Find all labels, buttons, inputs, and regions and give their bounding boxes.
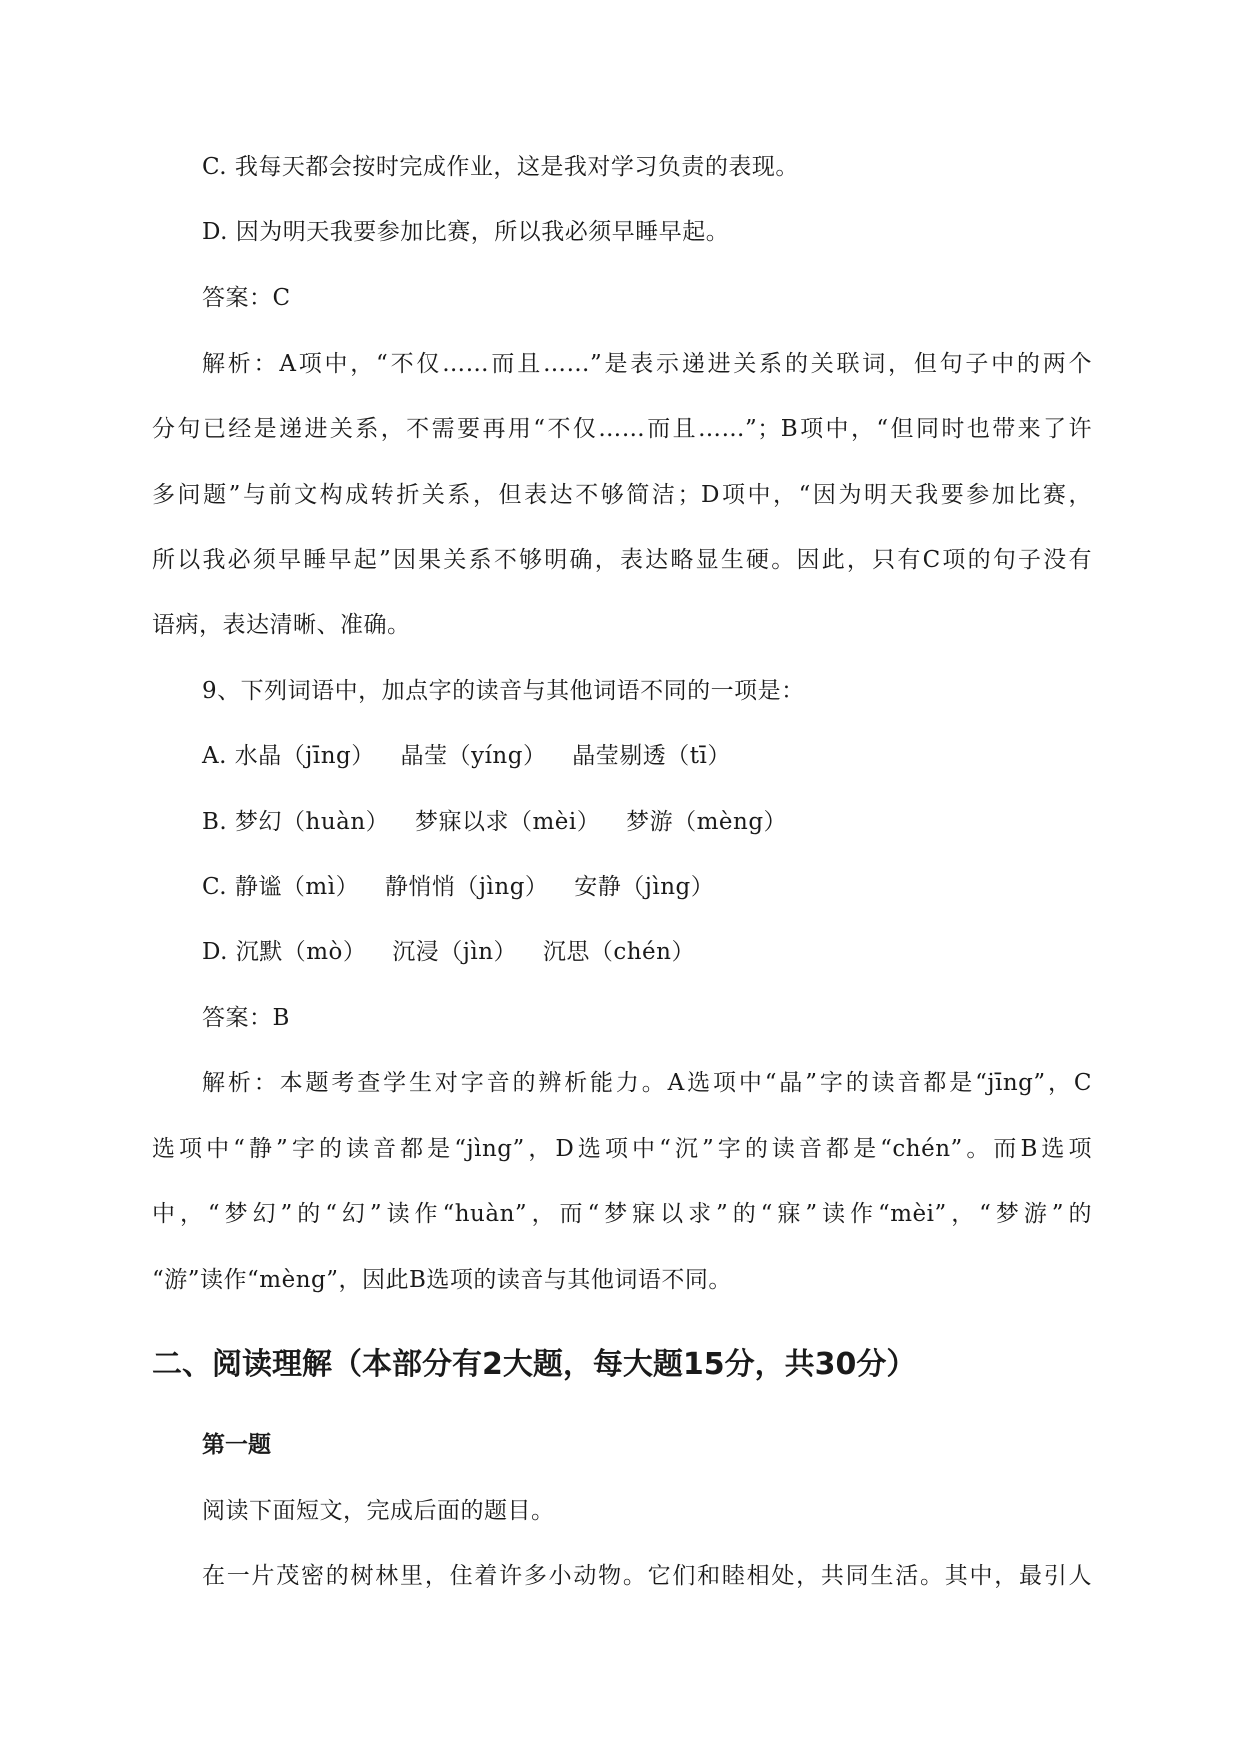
q8-option-c: C. 我每天都会按时完成作业，这是我对学习负责的表现。 <box>202 154 799 180</box>
passage-line: 在一片茂密的树林里，住着许多小动物。它们和睦相处，共同生活。其中，最引人 <box>202 1563 1092 1589</box>
option-word: 静谧（mì） <box>234 874 360 900</box>
section-heading: 二、阅读理解（本部分有2大题，每大题15分，共30分） <box>152 1347 917 1382</box>
q9-analysis-line-2: 选项中“静”字的读音都是“jìng”，D选项中“沉”字的读音都是“chén”。而B选项 <box>152 1136 1092 1162</box>
q9-analysis-line-4: “游”读作“mèng”，因此B选项的读音与其他词语不同。 <box>152 1267 732 1293</box>
option-word: 沉浸（jìn） <box>392 939 518 965</box>
q9-answer: 答案：B <box>202 1005 290 1031</box>
q8-option-d: D. 因为明天我要参加比赛，所以我必须早睡早起。 <box>202 219 730 245</box>
q9-option-b <box>202 806 787 838</box>
q8-answer: 答案：C <box>202 285 291 311</box>
option-word: 安静（jìng） <box>574 874 715 900</box>
q9-option-d <box>202 936 695 968</box>
option-label: B. <box>202 809 228 835</box>
q9-option-c <box>202 871 714 903</box>
q9-analysis-line-1: 解析：本题考查学生对字音的辨析能力。A选项中“晶”字的读音都是“jīng”，C <box>202 1070 1092 1096</box>
q8-analysis-line-1: 解析：A项中，“不仅……而且……”是表示递进关系的关联词，但句子中的两个 <box>202 351 1092 377</box>
option-word: 梦游（mèng） <box>626 809 788 835</box>
option-word: 静悄悄（jìng） <box>384 874 549 900</box>
option-word: 沉默（mò） <box>235 939 367 965</box>
option-label: D. <box>202 939 228 965</box>
option-word: 水晶（jīng） <box>234 743 375 769</box>
option-word: 晶莹（yíng） <box>400 743 547 769</box>
option-word: 梦寐以求（mèi） <box>415 809 601 835</box>
sub-heading: 第一题 <box>202 1432 271 1458</box>
q9-analysis-line-3: 中，“梦幻”的“幻”读作“huàn”，而“梦寐以求”的“寐”读作“mèi”，“梦游”的 <box>152 1201 1092 1227</box>
option-word: 晶莹剔透（tī） <box>572 743 731 769</box>
q9-stem: 9、下列词语中，加点字的读音与其他词语不同的一项是： <box>202 678 805 704</box>
q8-analysis-line-2: 分句已经是递进关系，不需要再用“不仅……而且……”；B项中，“但同时也带来了许 <box>152 416 1092 442</box>
q8-analysis-line-4: 所以我必须早睡早起”因果关系不够明确，表达略显生硬。因此，只有C项的句子没有 <box>152 547 1092 573</box>
option-word: 梦幻（huàn） <box>235 809 390 835</box>
option-label: A. <box>202 743 227 769</box>
option-word: 沉思（chén） <box>542 939 695 965</box>
reading-instruction: 阅读下面短文，完成后面的题目。 <box>202 1498 555 1524</box>
q9-option-a <box>202 740 731 772</box>
q8-analysis-line-3: 多问题”与前文构成转折关系，但表达不够简洁；D项中，“因为明天我要参加比赛， <box>152 482 1092 508</box>
q8-analysis-line-5: 语病，表达清晰、准确。 <box>152 612 411 638</box>
option-label: C. <box>202 874 228 900</box>
